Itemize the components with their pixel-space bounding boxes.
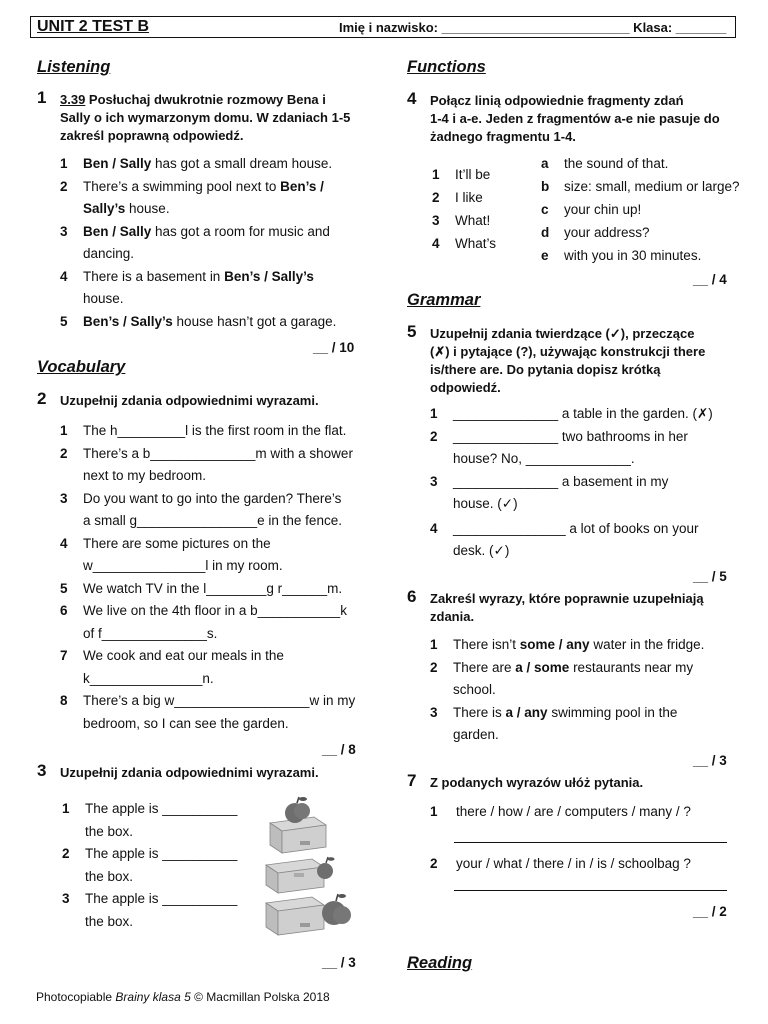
header-box	[30, 16, 736, 38]
list-item: 3 There is a / any swimming pool in the garden.	[430, 704, 678, 742]
gap-fill-text[interactable]: There’s a b______________m with a shower	[83, 445, 353, 461]
answer-line[interactable]	[454, 842, 727, 843]
gap-fill-text[interactable]: We watch TV in the l________g r______m.	[83, 580, 343, 596]
list-item: 3 Do you want to go into the garden? There’s a small g________________e in the fence.	[60, 488, 370, 533]
question-instructions: Z podanych wyrazów ułóż pytania.	[430, 775, 644, 790]
score-q3: __ / 3	[322, 955, 356, 970]
choice-words[interactable]: a / some	[515, 659, 570, 675]
list-item: 1 ______________ a table in the garden. (✗)	[430, 403, 750, 426]
gap-fill-text[interactable]: There’s a big w__________________w in my	[83, 693, 356, 708]
question-items	[430, 801, 730, 905]
list-item[interactable]: d your address?	[541, 225, 650, 240]
list-item: 1 The apple is __________ the box.	[62, 798, 262, 843]
score-q1: __ / 10	[313, 340, 355, 355]
list-item: 2 ______________ two bathrooms in her house? No, ______________.	[430, 426, 750, 471]
list-item: 5 Ben’s / Sally’s house hasn’t got a garage.	[60, 313, 337, 329]
list-item: 3 ______________ a basement in my house. (✓)	[430, 471, 750, 518]
score-q7: __ / 2	[693, 904, 727, 919]
name-class-field[interactable]: Imię i nazwisko: __________________________ Klasa: _______	[339, 20, 727, 35]
apple-on-box-picture	[270, 797, 326, 853]
gap-fill-text[interactable]: The apple is __________	[85, 846, 238, 861]
apple-next-to-box-picture	[266, 857, 335, 893]
section-functions: Functions	[407, 58, 486, 76]
list-item[interactable]: 4 What’s	[432, 236, 497, 251]
list-item: 2 your / what / there / in / is / schoolbag ?	[430, 853, 730, 905]
list-item: 7 We cook and eat our meals in the k_______________n.	[60, 645, 370, 690]
apple-behind-box-picture	[266, 894, 351, 935]
question-items	[430, 403, 750, 563]
footer-copyright: Photocopiable Brainy klasa 5 © Macmillan Polska 2018	[36, 990, 330, 1004]
list-item[interactable]: 2 I like	[432, 190, 483, 205]
matching-left-column	[432, 164, 532, 256]
choice-words[interactable]: a / any	[505, 704, 548, 720]
list-item: 1 There isn’t some / any water in the fridge.	[430, 637, 705, 652]
section-grammar: Grammar	[407, 291, 481, 309]
track-number: 3.39	[60, 92, 86, 107]
section-listening: Listening	[37, 58, 111, 76]
list-item: 4 There is a basement in Ben’s / Sally’s house.	[60, 268, 314, 306]
question-instructions: Połącz linią odpowiednie fragmenty zdań 1-4 i a-e. Jeden z fragmentów a-e nie pasuje do żadnego fragmentu 1-4.	[430, 93, 720, 144]
question-instructions: Uzupełnij zdania twierdzące (✓), przeczące (✗) i pytające (?), używając konstrukcji there is/there are. Do pytania dopisz krótką odpowiedź.	[430, 326, 706, 395]
list-item: 2 The apple is __________ the box.	[62, 843, 262, 888]
question-instructions: Zakreśl wyrazy, które poprawnie uzupełniają zdania.	[430, 591, 704, 624]
list-item[interactable]: 1 It’ll be	[432, 167, 491, 182]
list-item: 1 Ben / Sally has got a small dream house.	[60, 156, 333, 171]
list-item[interactable]: 3 What!	[432, 213, 491, 228]
score-q4: __ / 4	[693, 272, 727, 287]
question-number: 6	[407, 587, 417, 606]
list-item[interactable]: b size: small, medium or large?	[541, 179, 740, 194]
question-number: 7	[407, 771, 417, 790]
score-q5: __ / 5	[693, 569, 727, 584]
gap-fill-text[interactable]: The apple is __________	[85, 801, 238, 816]
question-items	[430, 634, 750, 747]
list-item: 4 There are some pictures on the w_______________l in my room.	[60, 533, 370, 578]
question-items	[60, 420, 370, 735]
list-item: 6 We live on the 4th floor in a b___________k of f______________s.	[60, 600, 370, 645]
matching-right-column	[541, 153, 751, 268]
gap-fill-text[interactable]: The h_________l is the first room in the flat.	[83, 423, 347, 438]
apple-box-illustrations	[262, 795, 362, 940]
gap-fill-text[interactable]: ______________ a table in the garden. (✗)	[453, 406, 713, 421]
list-item: 8 There’s a big w__________________w in my bedroom, so I can see the garden.	[60, 690, 370, 735]
gap-fill-text[interactable]: We live on the 4th floor in a b___________k	[83, 603, 347, 618]
choice-words[interactable]: some / any	[519, 637, 590, 652]
answer-line[interactable]	[454, 890, 727, 891]
score-q6: __ / 3	[693, 753, 727, 768]
question-number: 3	[37, 761, 47, 780]
gap-fill-text[interactable]: k_______________n.	[83, 670, 214, 686]
list-item: 4 _______________ a lot of books on your desk. (✓)	[430, 518, 750, 563]
section-reading: Reading	[407, 954, 473, 972]
gap-fill-text[interactable]: The apple is __________	[85, 891, 238, 906]
list-item: 3 The apple is __________ the box.	[62, 888, 262, 933]
question-number: 2	[37, 389, 47, 408]
question-instructions: Uzupełnij zdania odpowiednimi wyrazami.	[60, 393, 319, 408]
question-items	[60, 153, 370, 333]
section-vocabulary: Vocabulary	[37, 358, 126, 376]
list-item: 2 There’s a b______________m with a shower next to my bedroom.	[60, 443, 370, 488]
list-item[interactable]: a the sound of that.	[541, 156, 669, 171]
list-item[interactable]: c your chin up!	[541, 202, 642, 217]
gap-fill-text[interactable]: ______________ two bathrooms in her	[453, 428, 688, 444]
gap-fill-text[interactable]: a small g________________e in the fence.	[83, 513, 342, 528]
list-item: 1 there / how / are / computers / many / ?	[430, 801, 730, 853]
gap-fill-text[interactable]: w_______________l in my room.	[83, 558, 283, 573]
list-item: 2 There’s a swimming pool next to Ben’s / Sally’s house.	[60, 178, 324, 216]
list-item: 1 The h_________l is the first room in the flat.	[60, 420, 370, 443]
question-number: 4	[407, 89, 417, 108]
list-item[interactable]: e with you in 30 minutes.	[541, 248, 702, 263]
question-items	[62, 798, 262, 933]
list-item: 5 We watch TV in the l________g r______m.	[60, 578, 370, 601]
gap-fill-text[interactable]: of f______________s.	[83, 625, 218, 641]
question-number: 5	[407, 322, 417, 341]
list-item: 3 Ben / Sally has got a room for music and dancing.	[60, 223, 330, 261]
unit-title: UNIT 2 TEST B	[37, 18, 150, 35]
question-instructions: 3.39 Posłuchaj dwukrotnie rozmowy Bena i Sally o ich wymarzonym domu. W zdaniach 1-5 zakreśl poprawną odpowiedź.	[60, 92, 351, 143]
score-q2: __ / 8	[322, 742, 356, 757]
list-item: 2 There are a / some restaurants near my school.	[430, 659, 694, 697]
question-instructions: Uzupełnij zdania odpowiednimi wyrazami.	[60, 765, 319, 780]
question-number: 1	[37, 88, 47, 107]
gap-fill-text[interactable]: house? No, ______________.	[453, 451, 635, 466]
gap-fill-text[interactable]: _______________ a lot of books on your	[453, 520, 699, 536]
gap-fill-text[interactable]: ______________ a basement in my	[453, 473, 669, 489]
